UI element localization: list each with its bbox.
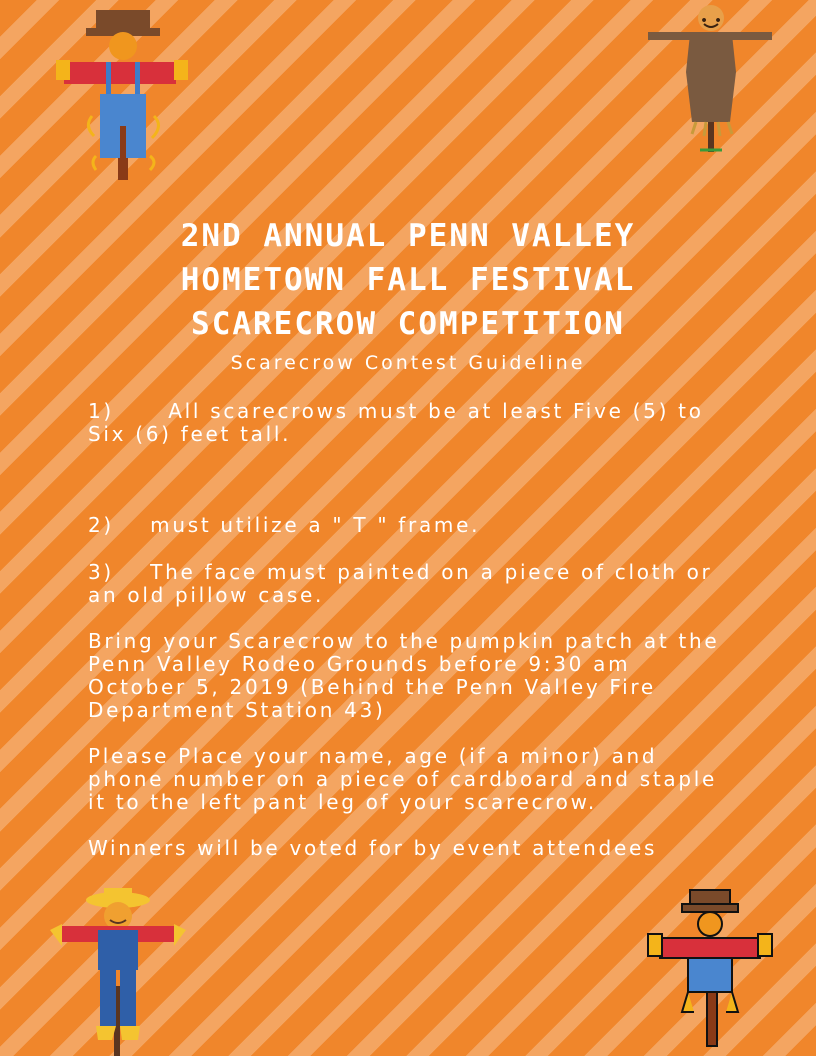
rule-2: 2) must utilize a " T " frame. bbox=[88, 513, 481, 537]
rule-1: 1) All scarecrows must be at least Five (5) to Six (6) feet tall. bbox=[88, 399, 713, 446]
poster-subtitle: Scarecrow Contest Guideline bbox=[230, 352, 586, 374]
drop-off-paragraph: Bring your Scarecrow to the pumpkin patch at the Penn Valley Rodeo Grounds before 9:30 am October 5, 2019 (Behind the Penn Valley Fire Department Station 43) bbox=[88, 629, 729, 722]
guidelines-body bbox=[88, 400, 738, 860]
title-line-1: 2ND ANNUAL PENN VALLEY bbox=[180, 218, 636, 254]
title-line-3: SCARECROW COMPETITION bbox=[191, 306, 625, 342]
scarecrow-illustration-bottom-left bbox=[46, 886, 190, 1056]
rule-3: 3) The face must painted on a piece of cloth or an old pillow case. bbox=[88, 560, 722, 607]
labeling-paragraph: Please Place your name, age (if a minor) and phone number on a piece of cardboard and staple it to the left pant leg of your scarecrow. bbox=[88, 744, 727, 814]
scarecrow-illustration-top-left bbox=[52, 6, 192, 182]
winners-paragraph: Winners will be voted for by event attendees bbox=[88, 836, 658, 860]
scarecrow-illustration-top-right bbox=[646, 2, 776, 156]
poster-title bbox=[0, 214, 816, 346]
title-line-2: HOMETOWN FALL FESTIVAL bbox=[180, 262, 636, 298]
scarecrow-illustration-bottom-right bbox=[644, 886, 776, 1048]
